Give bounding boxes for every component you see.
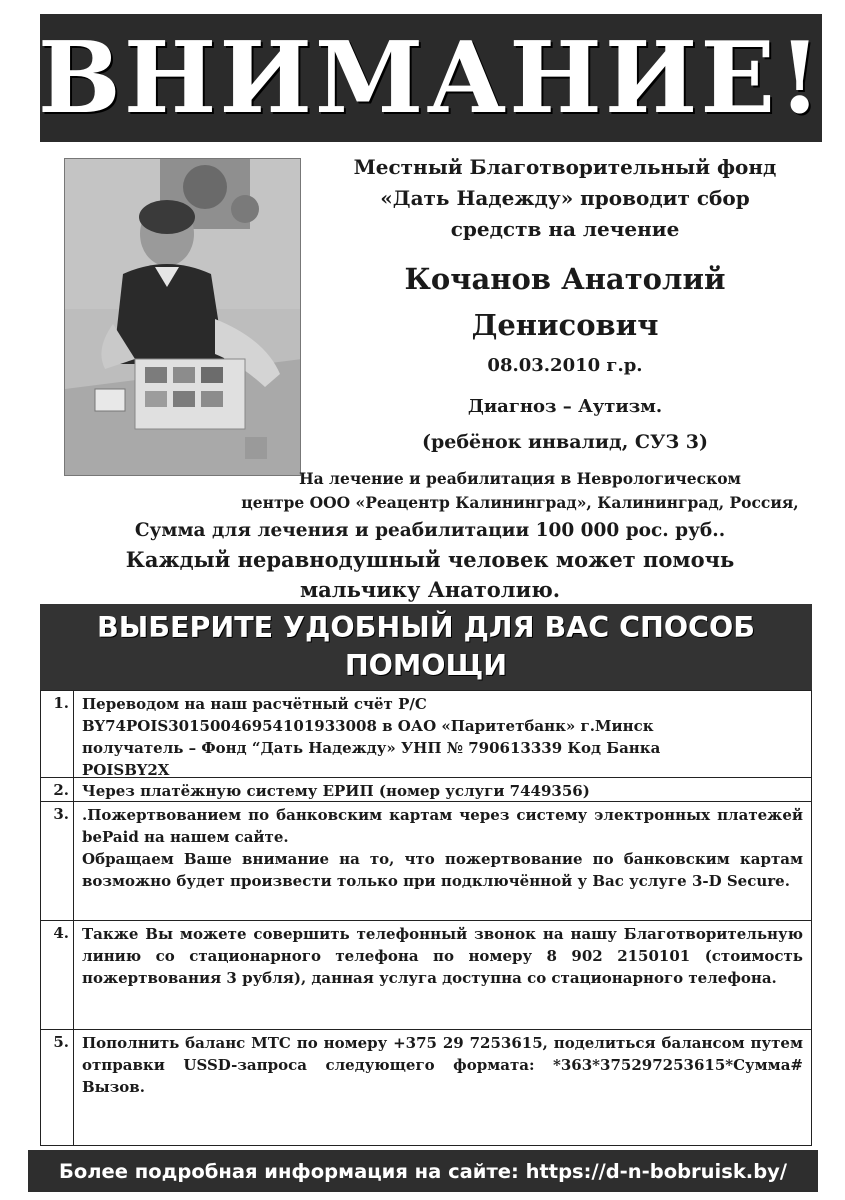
method-row-5: [41, 1030, 811, 1145]
method-text: [82, 1032, 803, 1098]
treatment-sum: Сумма для лечения и реабилитации 100 000 рос. руб..: [134, 520, 726, 541]
treatment-location: [200, 467, 840, 515]
method-text: [82, 804, 803, 892]
methods-heading-line-2: ПОМОЩИ: [344, 649, 508, 682]
method-text: [82, 693, 803, 781]
intro-line-1: Местный Благотворительный фонд: [353, 155, 777, 179]
intro-line-3: средств на лечение: [450, 217, 680, 241]
method-text: [82, 780, 803, 802]
method-4-line-1: Также Вы можете совершить телефонный звонок на нашу Благотворительную линию со стационарного телефона по номеру 8 902 2150101 (стоимость пожертвования 3 рубля), данная услуга доступна со стационарного телефона.: [82, 925, 803, 987]
method-1-line-2: BY74POIS30150046954101933008 в ОАО «Паритетбанк» г.Минск: [82, 717, 654, 735]
method-row-4: [41, 921, 811, 1030]
method-row-3: [41, 802, 811, 921]
method-number: 5.: [41, 1030, 74, 1145]
footer-banner: [28, 1150, 818, 1192]
child-birthdate: 08.03.2010 г.р.: [487, 355, 643, 376]
child-name: [310, 256, 820, 348]
method-number: 1.: [41, 691, 74, 777]
method-row-1: [41, 691, 811, 778]
methods-heading: [40, 604, 812, 690]
attention-title: ВНИМАНИЕ!: [37, 20, 825, 136]
method-number: 4.: [41, 921, 74, 1029]
method-1-line-1: Переводом на наш расчётный счёт Р/С: [82, 695, 427, 713]
treatment-line-1: На лечение и реабилитация в Неврологическом: [298, 469, 742, 488]
footer-website-text: Более подробная информация на сайте: https://d-n-bobruisk.by/: [58, 1159, 788, 1183]
appeal-text: [60, 545, 800, 605]
child-name-line-1: Кочанов Анатолий: [404, 262, 726, 296]
method-1-line-4: POISBY2X: [82, 761, 170, 779]
treatment-line-2: центре ООО «Реацентр Калининград», Калининград, Россия,: [241, 493, 799, 512]
intro-line-2: «Дать Надежду» проводит сбор: [380, 186, 750, 210]
child-photo-illustration: [65, 159, 301, 476]
methods-heading-line-1: ВЫБЕРИТЕ УДОБНЫЙ ДЛЯ ВАС СПОСОБ: [97, 611, 755, 644]
method-2-line-1: Через платёжную систему ЕРИП (номер услуги 7449356): [82, 782, 590, 800]
attention-banner: [37, 14, 825, 142]
appeal-line-1: Каждый неравнодушный человек может помочь: [125, 547, 735, 572]
fund-intro: [310, 152, 820, 245]
child-status: (ребёнок инвалид, СУЗ 3): [421, 431, 708, 453]
method-number: 2.: [41, 778, 74, 801]
methods-table: [40, 690, 812, 1146]
method-1-line-3: получатель – Фонд “Дать Надежду» УНП № 790613339 Код Банка: [82, 739, 661, 757]
method-row-2: [41, 778, 811, 802]
appeal-line-2: мальчику Анатолию.: [299, 577, 561, 602]
child-diagnosis: Диагноз – Аутизм.: [467, 396, 663, 417]
method-text: [82, 923, 803, 989]
child-photo: [64, 158, 301, 476]
method-3-line-1: .Пожертвованием по банковским картам через систему электронных платежей bePaid на нашем сайте.: [82, 806, 803, 846]
method-3-line-2: Обращаем Ваше внимание на то, что пожертвование по банковским картам возможно будет произвести только при подключённой у Вас услуге 3-D Secure.: [82, 850, 803, 890]
method-5-line-1: Пополнить баланс МТС по номеру +375 29 7253615, поделиться балансом путем отправки USSD-запроса следующего формата: *363*375297253615*Сумма# Вызов.: [82, 1034, 803, 1096]
method-number: 3.: [41, 802, 74, 920]
child-name-line-2: Денисович: [471, 308, 659, 342]
